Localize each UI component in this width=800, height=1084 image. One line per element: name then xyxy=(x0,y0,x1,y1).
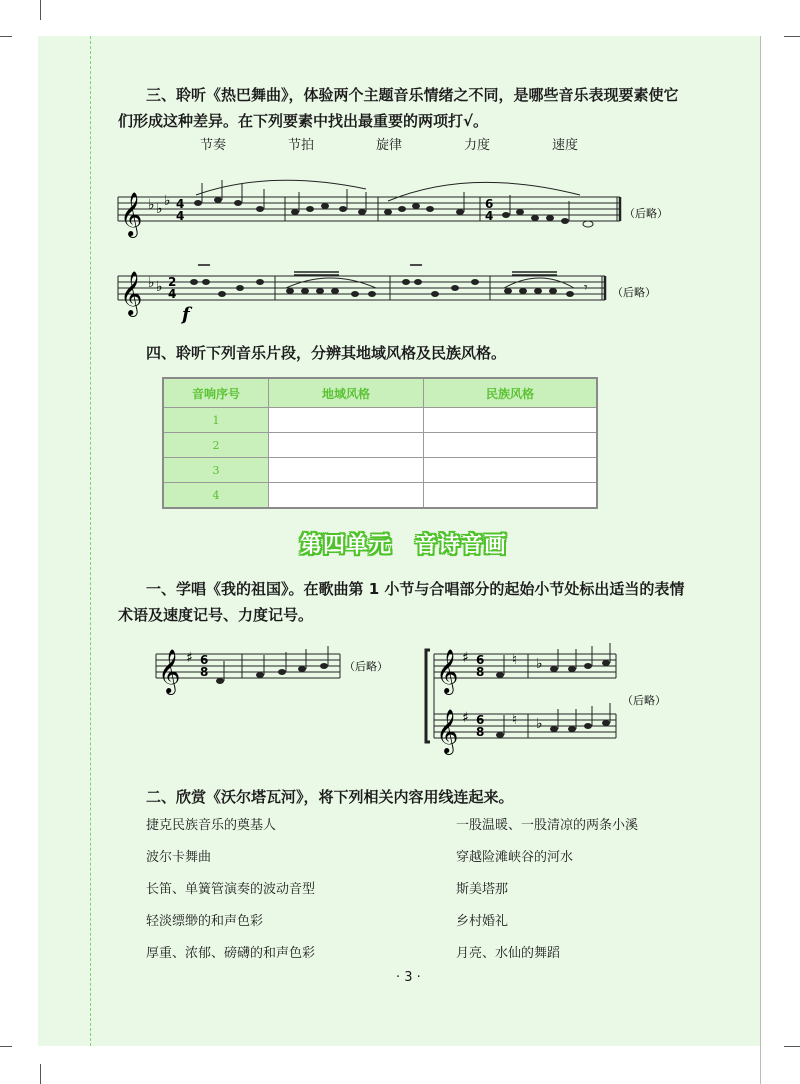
music-staff-rebadance-theme2 xyxy=(110,262,710,332)
svg-text:8: 8 xyxy=(476,725,485,739)
answer-cell[interactable] xyxy=(424,483,598,509)
flat-icon: ♭ xyxy=(536,716,543,732)
part2-question: 二、欣赏《沃尔塔瓦河》，将下列相关内容用线连起来。 xyxy=(146,788,514,806)
match-left-item[interactable]: 长笛、单簧管演奏的波动音型 xyxy=(146,882,316,897)
style-identification-table xyxy=(162,377,598,509)
match-right-item[interactable]: 乡村婚礼 xyxy=(456,914,509,929)
element-tempo[interactable]: 速度 xyxy=(552,138,579,153)
treble-clef-icon: 𝄞 xyxy=(436,709,459,753)
answer-cell[interactable] xyxy=(424,433,598,458)
match-left-item[interactable]: 捷克民族音乐的奠基人 xyxy=(146,818,277,833)
crop-mark xyxy=(0,1046,12,1047)
table-row xyxy=(163,458,597,483)
answer-cell[interactable] xyxy=(269,433,424,458)
table-row xyxy=(163,483,597,509)
page-number: · 3 · xyxy=(396,970,421,985)
element-melody[interactable]: 旋律 xyxy=(376,138,403,153)
answer-cell[interactable] xyxy=(424,408,598,433)
section3-question-line2: 们形成这种差异。在下列要素中找出最重要的两项打√。 xyxy=(118,112,489,130)
crop-mark xyxy=(784,1046,800,1047)
binding-margin-line xyxy=(90,36,91,1046)
sharp-icon: ♯ xyxy=(186,650,193,666)
crop-mark xyxy=(40,0,41,20)
flat-icon: ♭ xyxy=(156,279,163,295)
svg-text:4: 4 xyxy=(176,197,185,211)
element-dynamics[interactable]: 力度 xyxy=(464,138,491,153)
match-right-item[interactable]: 一股温暖、一股清凉的两条小溪 xyxy=(456,818,639,833)
match-right-item[interactable]: 月亮、水仙的舞蹈 xyxy=(456,946,561,961)
section3-question: 三、聆听《热巴舞曲》，体验两个主题音乐情绪之不同，是哪些音乐表现要素使它 xyxy=(146,86,679,104)
treble-clef-icon: 𝄞 xyxy=(120,271,143,315)
table-row xyxy=(163,408,597,433)
answer-cell[interactable] xyxy=(269,458,424,483)
flat-icon: ♭ xyxy=(164,193,171,209)
match-left-item[interactable]: 波尔卡舞曲 xyxy=(146,850,212,865)
column-header-regional-style: 地域风格 xyxy=(269,378,424,408)
music-notes xyxy=(194,197,593,227)
section4-question: 四、聆听下列音乐片段，分辨其地域风格及民族风格。 xyxy=(146,344,507,362)
element-meter[interactable]: 节拍 xyxy=(288,138,315,153)
svg-text:4: 4 xyxy=(168,287,177,301)
page-edge-line xyxy=(760,36,761,1084)
column-header-track: 音响序号 xyxy=(163,378,269,408)
part1-question-line2: 术语及速度记号、力度记号。 xyxy=(118,606,314,624)
answer-cell[interactable] xyxy=(269,408,424,433)
omitted-note: （后略） xyxy=(622,694,666,707)
answer-cell[interactable] xyxy=(424,458,598,483)
svg-text:8: 8 xyxy=(476,665,485,679)
omitted-note: （后略） xyxy=(612,286,656,299)
svg-text:6: 6 xyxy=(476,713,485,727)
match-left-item[interactable]: 轻淡缥缈的和声色彩 xyxy=(146,914,264,929)
crop-mark xyxy=(40,1064,41,1084)
treble-clef-icon: 𝄞 xyxy=(436,649,459,693)
svg-text:6: 6 xyxy=(200,653,209,667)
svg-text:2: 2 xyxy=(168,275,177,289)
svg-text:6: 6 xyxy=(476,653,485,667)
crop-mark xyxy=(784,36,800,37)
treble-clef-icon: 𝄞 xyxy=(158,649,181,693)
music-staff-rebadance-theme1 xyxy=(110,175,710,245)
svg-text:4: 4 xyxy=(485,209,494,223)
track-number: 2 xyxy=(163,433,269,458)
column-header-ethnic-style: 民族风格 xyxy=(424,378,598,408)
natural-icon: ♮ xyxy=(512,712,518,728)
element-rhythm[interactable]: 节奏 xyxy=(200,138,227,153)
music-staff-my-motherland-chorus xyxy=(420,640,680,760)
match-left-item[interactable]: 厚重、浓郁、磅礴的和声色彩 xyxy=(146,946,316,961)
match-right-item[interactable]: 斯美塔那 xyxy=(456,882,509,897)
treble-clef-icon: 𝄞 xyxy=(120,192,143,236)
flat-icon: ♭ xyxy=(536,656,543,672)
crop-mark xyxy=(0,36,12,37)
part1-question: 一、学唱《我的祖国》。在歌曲第 1 小节与合唱部分的起始小节处标出适当的表情 xyxy=(146,580,685,598)
omitted-note: （后略） xyxy=(344,660,388,673)
match-right-item[interactable]: 穿越险滩峡谷的河水 xyxy=(456,850,574,865)
track-number: 3 xyxy=(163,458,269,483)
omitted-note: （后略） xyxy=(624,207,668,220)
flat-icon: ♭ xyxy=(156,201,163,217)
sharp-icon: ♯ xyxy=(462,650,469,666)
track-number: 4 xyxy=(163,483,269,509)
flat-icon: ♭ xyxy=(148,275,155,291)
svg-text:4: 4 xyxy=(176,209,185,223)
track-number: 1 xyxy=(163,408,269,433)
svg-text:8: 8 xyxy=(200,665,209,679)
svg-text:6: 6 xyxy=(485,197,494,211)
natural-icon: ♮ xyxy=(512,652,518,668)
sharp-icon: ♯ xyxy=(462,710,469,726)
flat-icon: ♭ xyxy=(148,197,155,213)
table-row xyxy=(163,433,597,458)
answer-cell[interactable] xyxy=(269,483,424,509)
svg-text:𝄾: 𝄾 xyxy=(584,280,588,296)
music-staff-my-motherland-opening xyxy=(150,640,410,700)
forte-mark: f xyxy=(182,304,190,325)
unit-title: 第四单元 音诗音画 xyxy=(300,533,508,558)
